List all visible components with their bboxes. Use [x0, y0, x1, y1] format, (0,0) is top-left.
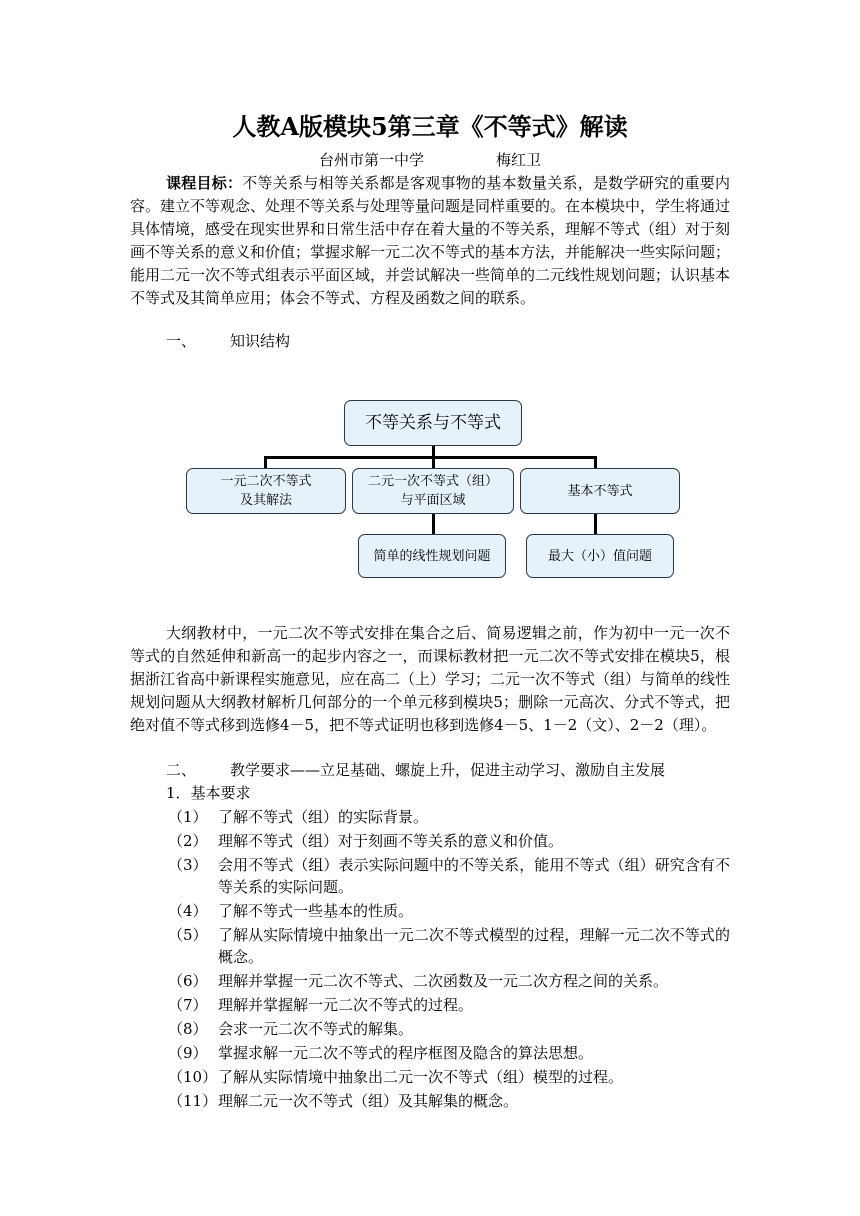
- diagram-box-label: 与平面区域: [400, 493, 466, 508]
- list-item: （2） 理解不等式（组）对于刻画不等关系的意义和价值。: [168, 832, 564, 850]
- diagram-box-label: 及其解法: [239, 493, 292, 508]
- diagram-box-linear-programming: [358, 534, 506, 578]
- diagram-box-max-min: [526, 534, 674, 578]
- diagram-box-linear-inequality: [352, 468, 514, 514]
- section-title: 知识结构: [230, 332, 291, 350]
- author-name: 梅红卫: [496, 151, 542, 169]
- knowledge-structure-diagram: [180, 392, 680, 592]
- list-item: （9） 掌握求解一元二次不等式的程序框图及隐含的算法思想。: [168, 1044, 594, 1062]
- diagram-root-box: [344, 400, 522, 446]
- author-school: 台州市第一中学: [318, 151, 424, 169]
- list-item: （7） 理解并掌握解一元二次不等式的过程。: [168, 996, 474, 1014]
- list-item: （5） 了解从实际情境中抽象出一元二次不等式模型的过程，理解一元二次不等式的概念。: [168, 926, 730, 966]
- connector: [594, 456, 597, 468]
- list-item: （1） 了解不等式（组）的实际背景。: [168, 808, 429, 826]
- list-item: （11） 理解二元一次不等式（组）及其解集的概念。: [168, 1092, 519, 1110]
- page-title: 人教A版模块5第三章《不等式》解读: [232, 112, 628, 141]
- diagram-box-quadratic-inequality: [186, 468, 346, 514]
- connector: [432, 456, 435, 468]
- section-number: 一、: [166, 332, 197, 350]
- diagram-box-label: 最大（小）值问题: [547, 548, 652, 564]
- section-heading-structure: [166, 330, 290, 353]
- syllabus-paragraph: 大纲教材中，一元二次不等式安排在集合之后、简易逻辑之前，作为初中一元一次不等式的自然延伸和新高一的起步内容之一，而课标教材把一元二次不等式安排在模块5，根据浙江省高中新课程实施意见，应在高二（上）学习；二元一次不等式（组）与简单的线性规划问题从大纲教材解析几何部分的一个单元移到模块5；删除一元高次、分式不等式，把绝对值不等式移到选修4－5，把不等式证明也移到选修4－5、1－2（文）、2－2（理）。: [130, 624, 731, 734]
- connector: [264, 456, 267, 468]
- connector: [432, 514, 435, 534]
- section-heading-requirements: [166, 759, 665, 782]
- intro-label: 课程目标：: [166, 174, 243, 192]
- requirements-list: [168, 806, 730, 1114]
- list-item: （8） 会求一元二次不等式的解集。: [168, 1020, 414, 1038]
- list-item: （6） 理解并掌握一元二次不等式、二次函数及一元二次方程之间的关系。: [168, 972, 669, 990]
- section-number: 二、: [166, 761, 197, 779]
- connector: [264, 456, 596, 459]
- list-item: （10） 了解从实际情境中抽象出二元一次不等式（组）模型的过程。: [168, 1068, 624, 1086]
- subsection-heading: 1．基本要求: [166, 784, 251, 802]
- list-item: （4） 了解不等式一些基本的性质。: [168, 902, 414, 920]
- diagram-box-basic-inequality: [520, 468, 680, 514]
- list-item: （3） 会用不等式（组）表示实际问题中的不等关系，能用不等式（组）研究含有不等关系的实际问题。: [168, 856, 730, 896]
- diagram-box-label: 简单的线性规划问题: [373, 548, 491, 564]
- intro-text: 不等关系与相等关系都是客观事物的基本数量关系，是数学研究的重要内容。建立不等观念、处理不等关系与处理等量问题是同样重要的。在本模块中，学生将通过具体情境，感受在现实世界和日常生活中存在着大量的不等关系，理解不等式（组）对于刻画不等关系的意义和价值；掌握求解一元二次不等式的基本方法，并能解决一些实际问题；能用二元一次不等式组表示平面区域，并尝试解决一些简单的二元线性规划问题；认识基本不等式及其简单应用；体会不等式、方程及函数之间的联系。: [130, 174, 731, 307]
- author-line: [130, 149, 730, 171]
- section-title: 教学要求——立足基础、螺旋上升，促进主动学习、激励自主发展: [230, 761, 666, 779]
- diagram-box-label: 基本不等式: [567, 483, 633, 499]
- diagram-box-label: 二元一次不等式（组）: [367, 474, 498, 489]
- diagram-box-label: 一元二次不等式: [220, 474, 312, 489]
- diagram-root-label: 不等关系与不等式: [365, 412, 501, 433]
- intro-paragraph: [130, 172, 730, 310]
- connector: [594, 514, 597, 534]
